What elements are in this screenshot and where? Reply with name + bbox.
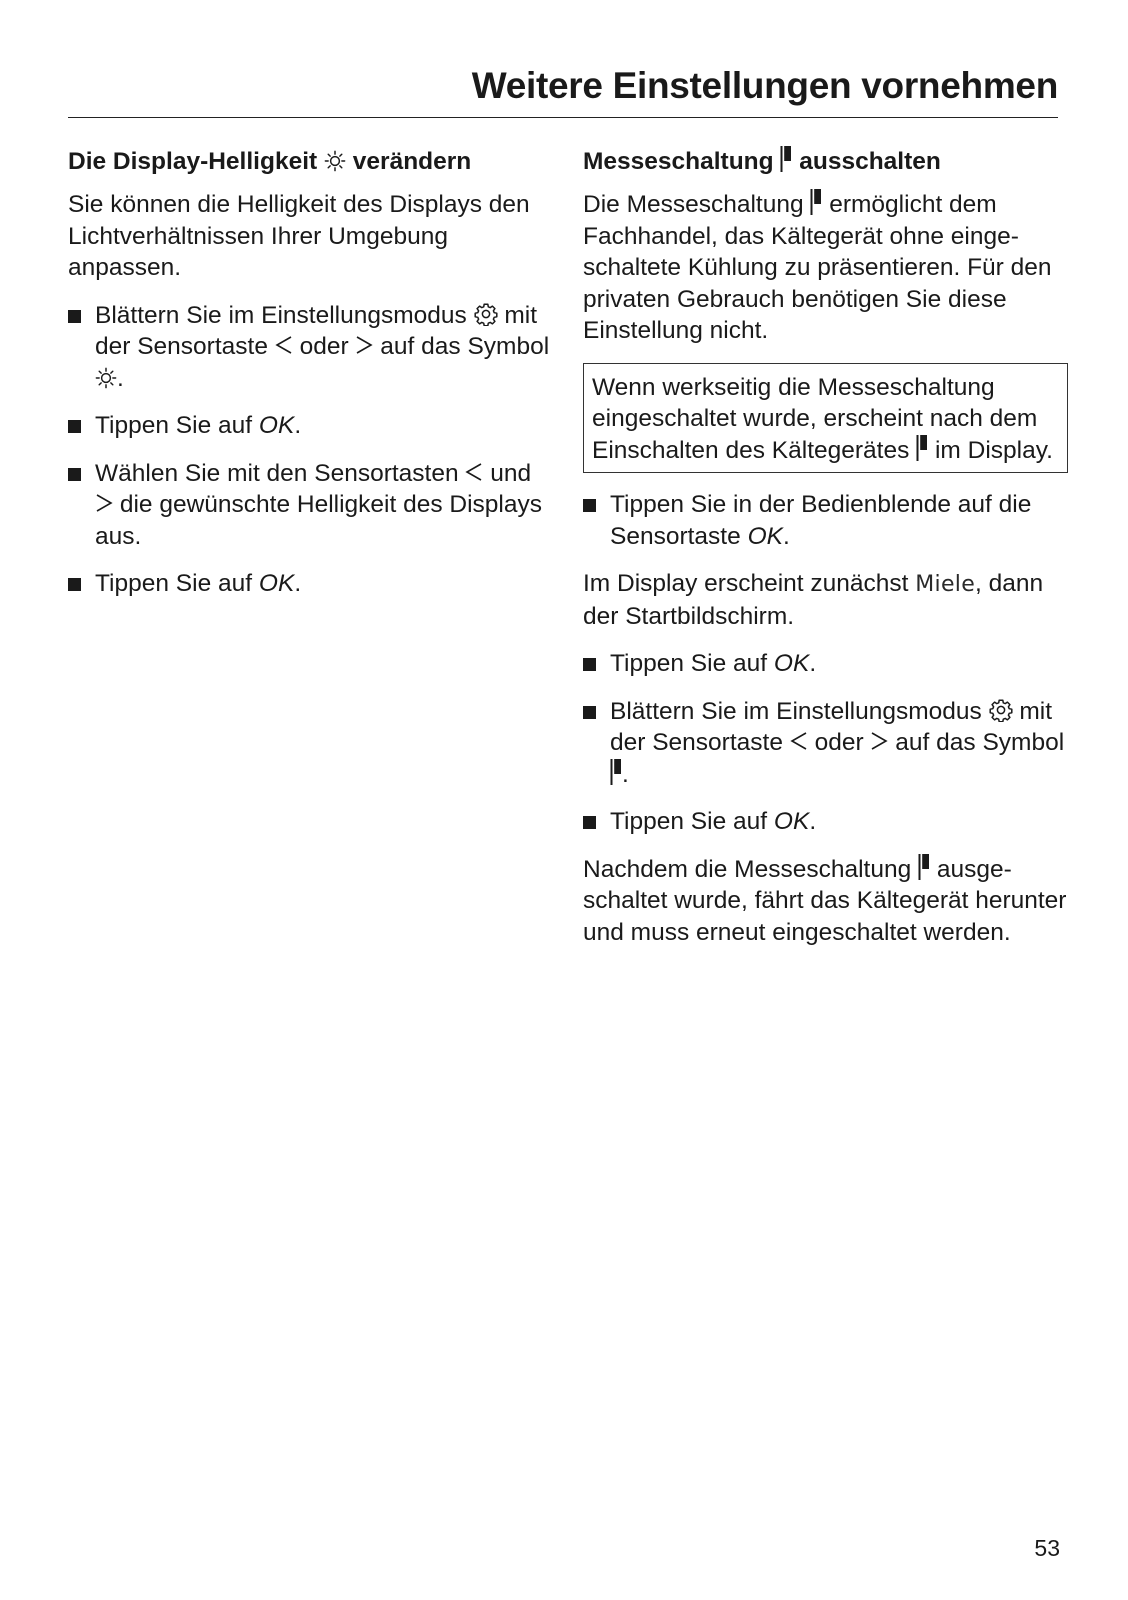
section-heading-brightness (68, 145, 553, 179)
heading-text: ausschalten (799, 148, 941, 175)
gear-icon (989, 698, 1013, 722)
step-text: oder (814, 729, 864, 756)
step-text: die gewünschte Helligkeit des Displays aus. (95, 491, 542, 550)
brightness-intro: Sie können die Helligkeit des Displays den Lichtverhältnissen Ihrer Umgebung anpassen. (68, 191, 530, 281)
demo-mode-outro (583, 854, 1068, 949)
display-text-miele: Miele (915, 572, 976, 597)
bullet-icon (583, 658, 596, 671)
list-item (68, 410, 553, 442)
list-item (583, 806, 1068, 838)
step-text: Blättern Sie im Einstellungsmodus (95, 301, 467, 329)
demo-mode-icon (610, 759, 622, 785)
bullet-icon (583, 816, 596, 829)
section-heading-demo-mode (583, 145, 1068, 179)
note-text: Wenn werkseitig die Messeschaltung eingeschaltet wurde, erscheint nach dem Einschalten des Kältegerätes (592, 373, 1038, 464)
demo-mode-icon (916, 435, 928, 461)
step-text: Blättern Sie im Einstellungsmodus (610, 697, 982, 725)
arrow-right-icon (870, 729, 888, 753)
ok-key-label: OK (258, 570, 295, 597)
list-item (68, 568, 553, 600)
step-text: oder (299, 333, 349, 360)
step-text: . (622, 760, 629, 788)
step-text: . (809, 808, 817, 835)
paragraph-text: Die Messeschaltung (583, 191, 804, 218)
step-text: mit der Sensortaste (95, 301, 538, 360)
step-text: . (294, 412, 302, 439)
heading-text: Die Display-Helligkeit (68, 148, 318, 175)
ok-key-label: OK (258, 412, 295, 439)
step-text: mit der Sensortaste (610, 697, 1053, 756)
step-text: und (490, 459, 532, 487)
left-column (68, 145, 553, 616)
bullet-icon (68, 310, 81, 323)
step-text: Tippen Sie auf (610, 808, 768, 835)
display-message (583, 568, 1068, 632)
ok-key-label: OK (773, 808, 810, 835)
paragraph-text: Im Display erscheint zunächst (583, 570, 909, 597)
header-rule (68, 117, 1058, 118)
ok-key-label: OK (773, 650, 810, 677)
paragraph-text: Nachdem die Messeschaltung (583, 855, 912, 883)
gear-icon (474, 302, 498, 326)
demo-mode-icon (810, 189, 822, 215)
ok-key-label: OK (747, 522, 783, 550)
arrow-left-icon (790, 729, 808, 753)
step-text: auf das Symbol (895, 729, 1065, 756)
step-text: Tippen Sie auf (95, 570, 253, 597)
list-item (583, 489, 1068, 552)
arrow-left-icon (465, 460, 483, 484)
note-text: im Display. (934, 436, 1053, 464)
demo-mode-steps-1 (583, 489, 1068, 552)
step-text: . (117, 364, 124, 392)
paragraph-text: ermöglicht dem Fachhandel, das Kältegerät ohne einge-schaltete Kühlung zu präsentieren. Für den privaten Gebrauch benötigen Sie diese Einstellung nicht. (583, 191, 1052, 344)
bullet-icon (68, 420, 81, 433)
bullet-icon (68, 578, 81, 591)
arrow-left-icon (275, 333, 293, 357)
step-text: . (809, 650, 817, 677)
bullet-icon (68, 468, 81, 481)
right-column (583, 145, 1068, 964)
paragraph-text: ausge-schaltet wurde, fährt das Kältegerät herunter und muss erneut eingeschaltet werden. (583, 855, 1067, 946)
demo-mode-intro (583, 189, 1068, 347)
step-text: auf das Symbol (380, 333, 550, 360)
brightness-steps (68, 300, 553, 600)
demo-mode-icon (918, 854, 930, 880)
step-text: . (782, 522, 790, 550)
brightness-icon (95, 367, 117, 389)
list-item (583, 696, 1068, 791)
list-item (68, 458, 553, 553)
demo-mode-steps-2 (583, 648, 1068, 838)
page-title: Weitere Einstellungen vornehmen (471, 65, 1058, 106)
step-text: Tippen Sie in der Bedienblende auf die Sensortaste (610, 491, 1032, 550)
heading-text: verändern (352, 148, 472, 175)
step-text: Tippen Sie auf (610, 650, 768, 677)
arrow-right-icon (355, 333, 373, 357)
step-text: Tippen Sie auf (95, 412, 253, 439)
bullet-icon (583, 499, 596, 512)
list-item (68, 300, 553, 395)
step-text: . (294, 570, 302, 597)
demo-mode-icon (780, 146, 792, 172)
note-box (583, 363, 1068, 474)
step-text: Wählen Sie mit den Sensortasten (95, 459, 459, 487)
list-item (583, 648, 1068, 680)
bullet-icon (583, 706, 596, 719)
arrow-right-icon (95, 491, 113, 515)
page-number: 53 (1034, 1535, 1060, 1561)
paragraph-text: , dann der Startbildschirm. (583, 570, 1044, 630)
heading-text: Messeschaltung (583, 148, 774, 175)
brightness-icon (324, 150, 346, 172)
